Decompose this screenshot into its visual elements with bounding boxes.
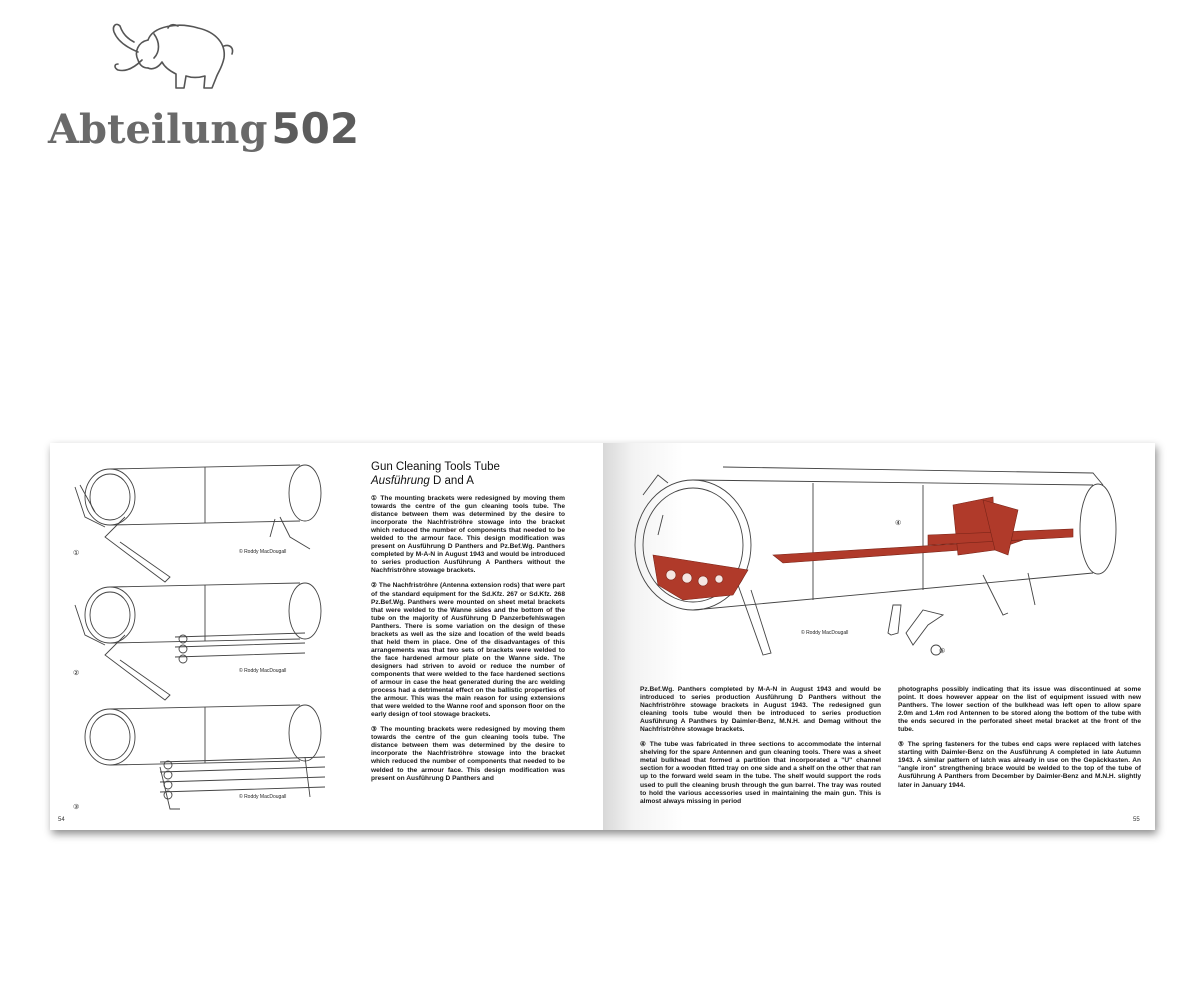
- right-text-column-2: [898, 686, 1141, 797]
- paragraph: Pz.Bef.Wg. Panthers completed by M-A-N in August 1943 and would be introduced to series production Ausführung D Panthers without the Nachfriströhre stowage brackets in August 1943. The redesigned gun cleaning tools tube would then be introduced to series production Ausführung A Panthers by Daimler-Benz, M.N.H. and Demag without the Nachfriströhre stowage brackets.: [640, 686, 881, 734]
- figure-label-3: ③: [73, 804, 80, 811]
- tube-drawing-large: [623, 455, 1143, 683]
- tube-drawing-2: [75, 583, 321, 700]
- section-title: [371, 460, 500, 488]
- figure-label-5: ⑤: [939, 648, 946, 655]
- brand-logo: [48, 18, 360, 153]
- title-line-2-rest: D and A: [429, 475, 474, 487]
- figure-label-2: ②: [73, 670, 80, 677]
- title-line-1: Gun Cleaning Tools Tube: [371, 461, 500, 473]
- figure-label-1: ①: [73, 550, 80, 557]
- title-line-2-italic: Ausführung: [371, 475, 430, 487]
- left-text-column: [371, 495, 565, 790]
- right-page: [603, 443, 1155, 830]
- logo-name: Abteilung: [48, 106, 268, 153]
- copyright-1: © Roddy MacDougall: [239, 549, 287, 555]
- tube-drawing-1: [75, 465, 321, 582]
- logo-wordmark: [48, 104, 359, 153]
- paragraph: ③ The mounting brackets were redesigned by moving them towards the centre of the gun cleaning tools tube. The distance between them was determined by the desire to incorporate the Nachfriströhre stowage into the bracket which reduced the number of components that needed to be welded to the armour face. This design modification was present on Ausführung D Panthers and: [371, 726, 565, 782]
- paragraph: ④ The tube was fabricated in three sections to accommodate the internal shelving for the spare Antennen and gun cleaning tools. There was a sheet metal bulkhead that formed a partition that incorporated a "U" channel section for a wooden fitted tray on one side and a shelf on the other that ran up to the forward weld seam in the tube. The shelf would support the rods used to pull the cleaning brush through the gun barrel. The tray was routed to hold the various accessories used in maintaining the main gun. This is almost always missing in period: [640, 741, 881, 805]
- tube-drawing-3: [85, 705, 325, 809]
- logo-number: 502: [271, 104, 360, 153]
- red-shelf-parts: [653, 497, 1073, 600]
- left-page: [50, 443, 603, 830]
- page-number-left: 54: [58, 817, 65, 823]
- mammoth-icon: [108, 18, 238, 93]
- copyright-right: © Roddy MacDougall: [801, 630, 849, 636]
- page-number-right: 55: [1133, 817, 1140, 823]
- copyright-2: © Roddy MacDougall: [239, 668, 287, 674]
- right-text-column-1: [640, 686, 881, 813]
- paragraph: ② The Nachfriströhre (Antenna extension rods) that were part of the standard equipment for the Sd.Kfz. 267 or Sd.Kfz. 268 Pz.Bef.Wg. Panthers were mounted on sheet metal brackets that were welded to the Wanne sides and the bottom of the tube on the majority of Ausführung D Panzerbefehlswagen Panthers. There is some variation on the design of these brackets as well as the size and location of the weld beads that held them in place. One of the disadvantages of this arrangements was that two sets of brackets were welded to the face hardened armour plate on the Wanne side. The designers had striven to avoid or reduce the number of components that were welded to the face hardened sections of armour in case the heat generated during the arc welding process had a detrimental effect on the ballistic properties of the armour. This was the main reason for using extensions that were welded to the Wanne roof and sponson floor on the early design of tool stowage brackets.: [371, 582, 565, 719]
- paragraph: photographs possibly indicating that its issue was discontinued at some point. It does however appear on the list of equipment issued with new Panthers. The lower section of the bulkhead was left open to allow spare 2.0m and 1.4m rod Antennen to be stored along the bottom of the tube with the ends secured in the perforated sheet metal bracket at the front of the tube.: [898, 686, 1141, 734]
- figure-label-4: ④: [895, 520, 902, 527]
- paragraph: ⑤ The spring fasteners for the tubes end caps were replaced with latches starting with Daimler-Benz on the Ausführung A completed in late Autumn 1943. A similar pattern of latch was already in use on the Gepäckkasten. An "angle iron" strengthening brace would be welded to the top of the tube of Ausführung A Panthers from December by Daimler-Benz and M.N.H. slightly later in January 1944.: [898, 741, 1141, 789]
- tube-drawings-left: [65, 457, 335, 817]
- paragraph: ① The mounting brackets were redesigned by moving them towards the centre of the gun cleaning tools tube. The distance between them was determined by the desire to incorporate the Nachfriströhre stowage into the bracket which reduced the number of components that needed to be welded to the armour face. This design modification was present on Ausführung D Panthers and Pz.Bef.Wg. Panthers completed by M-A-N in August 1943 and would be introduced to series production Ausführung A Panthers without the Nachfriströhre stowage brackets.: [371, 495, 565, 575]
- book-spread: [50, 443, 1155, 830]
- copyright-3: © Roddy MacDougall: [239, 794, 287, 800]
